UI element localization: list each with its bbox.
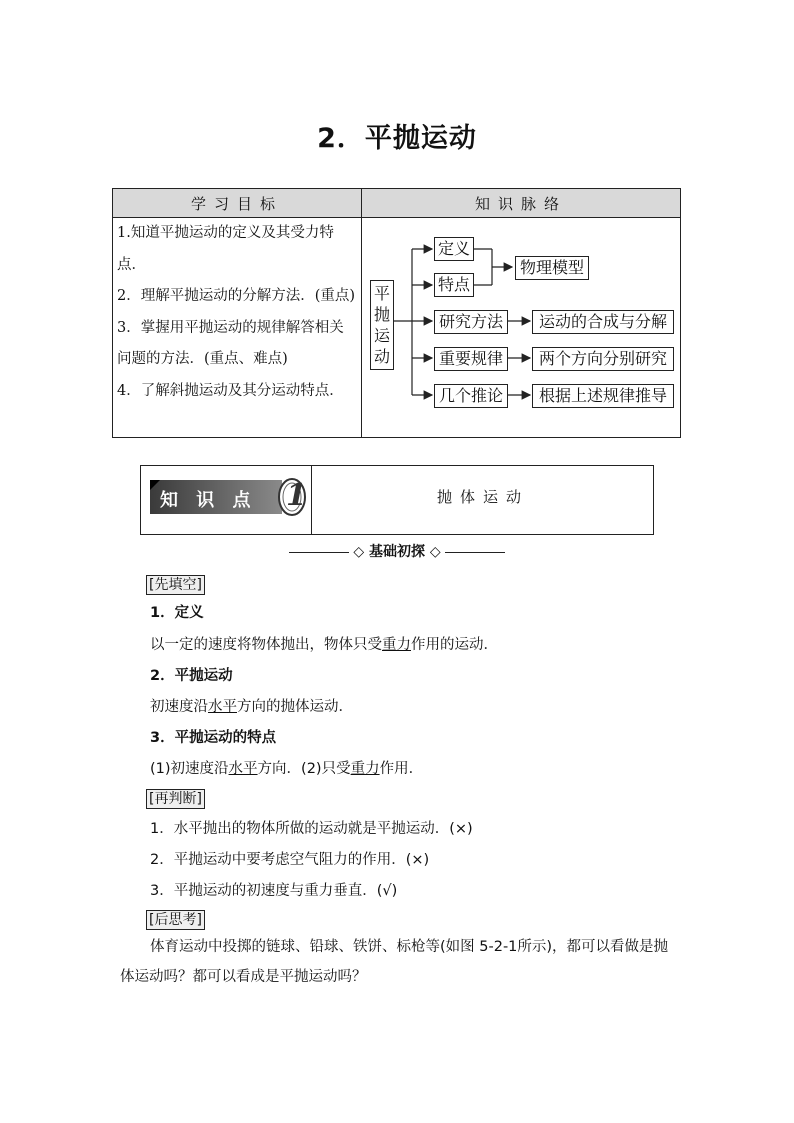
- blank-answer: 重力: [382, 637, 411, 653]
- fill-item3-title: 3．平抛运动的特点: [150, 730, 277, 746]
- map-node-definition: 定义: [434, 237, 474, 261]
- tag-fill: [先填空]: [146, 575, 205, 595]
- map-node-law: 重要规律: [434, 347, 508, 371]
- text-segment: 作用．: [379, 761, 424, 777]
- tag-think: [后思考]: [146, 910, 205, 930]
- knowledge-point-number: 1: [286, 478, 307, 513]
- knowledge-point-topic: 抛体运动: [436, 488, 529, 506]
- text-segment: 方向．(2)只受: [257, 761, 351, 777]
- text-segment: 方向的抛体运动．: [237, 699, 353, 715]
- goals-table: [112, 188, 681, 438]
- blank-answer: 水平: [208, 699, 237, 715]
- map-root: [370, 280, 394, 370]
- explore-label: ◇ 基础初探 ◇: [353, 544, 441, 560]
- fill-item2-title: 2．平抛运动: [150, 668, 233, 684]
- fill-item3-text: [150, 757, 423, 778]
- map-node-method: 研究方法: [434, 310, 508, 334]
- blank-answer: 水平: [228, 761, 258, 777]
- goals-header: 学习目标: [113, 189, 362, 218]
- map-node-method-result: 运动的合成与分解: [532, 310, 674, 334]
- knowledge-point-label: 知 识 点: [160, 490, 257, 511]
- think-question: 体育运动中投掷的链球、铅球、铁饼、标枪等(如图 5-2-1所示)，都可以看做是抛体运动吗？都可以看成是平抛运动吗？: [120, 939, 669, 985]
- page-title: 2．平抛运动: [317, 123, 477, 154]
- map-header: 知识脉络: [362, 189, 681, 218]
- goal-item: 3．掌握用平抛运动的规律解答相关问题的方法．(重点、难点): [117, 319, 344, 367]
- judge-item: 3．平抛运动的初速度与重力垂直．(√): [150, 883, 398, 899]
- text-segment: 作用的运动．: [411, 637, 498, 653]
- knowledge-map: [362, 218, 681, 438]
- goal-item: 1.知道平抛运动的定义及其受力特点．: [117, 225, 334, 273]
- text-segment: 以一定的速度将物体抛出，物体只受: [150, 637, 382, 653]
- tag-judge: [再判断]: [146, 789, 205, 809]
- map-node-model: 物理模型: [515, 256, 589, 280]
- divider-line: [445, 552, 505, 553]
- judge-item: 1．水平抛出的物体所做的运动就是平抛运动．(×): [150, 821, 473, 837]
- text-segment: (1)初速度沿: [150, 761, 229, 777]
- judge-item: 2．平抛运动中要考虑空气阻力的作用．(×): [150, 852, 430, 868]
- text-segment: 初速度沿: [150, 699, 208, 715]
- goal-item: 2．理解平抛运动的分解方法．(重点): [117, 288, 356, 304]
- blank-answer: 重力: [350, 761, 380, 777]
- divider-line: [289, 552, 349, 553]
- fill-item1-title: 1．定义: [150, 605, 204, 621]
- fill-item2-text: [150, 695, 353, 716]
- explore-heading: [0, 541, 794, 561]
- map-node-feature: 特点: [434, 273, 474, 297]
- map-node-inference-result: 根据上述规律推导: [532, 384, 674, 408]
- goals-list: [113, 218, 362, 438]
- goal-item: 4．了解斜抛运动及其分运动特点．: [117, 382, 344, 399]
- map-root-label: 平抛运动: [373, 284, 390, 366]
- map-node-law-result: 两个方向分别研究: [532, 347, 674, 371]
- fill-item1-text: [150, 633, 498, 654]
- map-node-inference: 几个推论: [434, 384, 508, 408]
